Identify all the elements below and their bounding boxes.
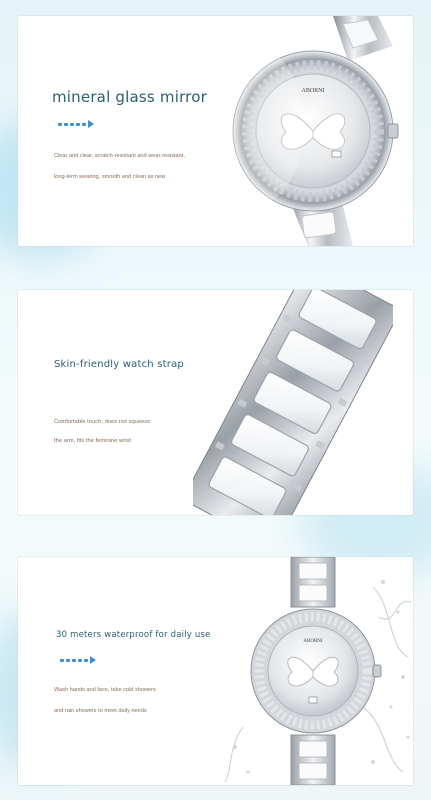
- dotted-arrow-right-icon: [60, 656, 96, 664]
- watch-image: [228, 16, 413, 246]
- feature-card-glass: [18, 16, 413, 246]
- dotted-arrow-right-icon: [58, 120, 94, 128]
- feature-desc-line: long-term wearing, smooth and clean as new: [54, 174, 166, 180]
- watch-splash-image: [223, 557, 413, 785]
- feature-card-strap: [18, 290, 413, 515]
- dial-brand: ABORNI: [303, 639, 323, 644]
- feature-desc-line: Comfortable touch, does not squeeze: [54, 419, 151, 425]
- feature-card-waterproof: [18, 557, 413, 785]
- feature-title: Skin-friendly watch strap: [54, 359, 184, 370]
- feature-desc-line: and rain showers to meet daily needs: [54, 708, 147, 714]
- feature-title: 30 meters waterproof for daily use: [56, 630, 211, 640]
- dial-brand: ABORNI: [301, 88, 325, 94]
- feature-desc-line: the arm, fits the feminine wrist: [54, 438, 131, 444]
- feature-title: mineral glass mirror: [52, 88, 207, 106]
- feature-desc-line: Wash hands and face, take cold showers: [54, 687, 156, 693]
- feature-desc-line: Clear and clear, scratch-resistant and wear-resistant,: [54, 153, 185, 159]
- strap-image: [193, 290, 393, 515]
